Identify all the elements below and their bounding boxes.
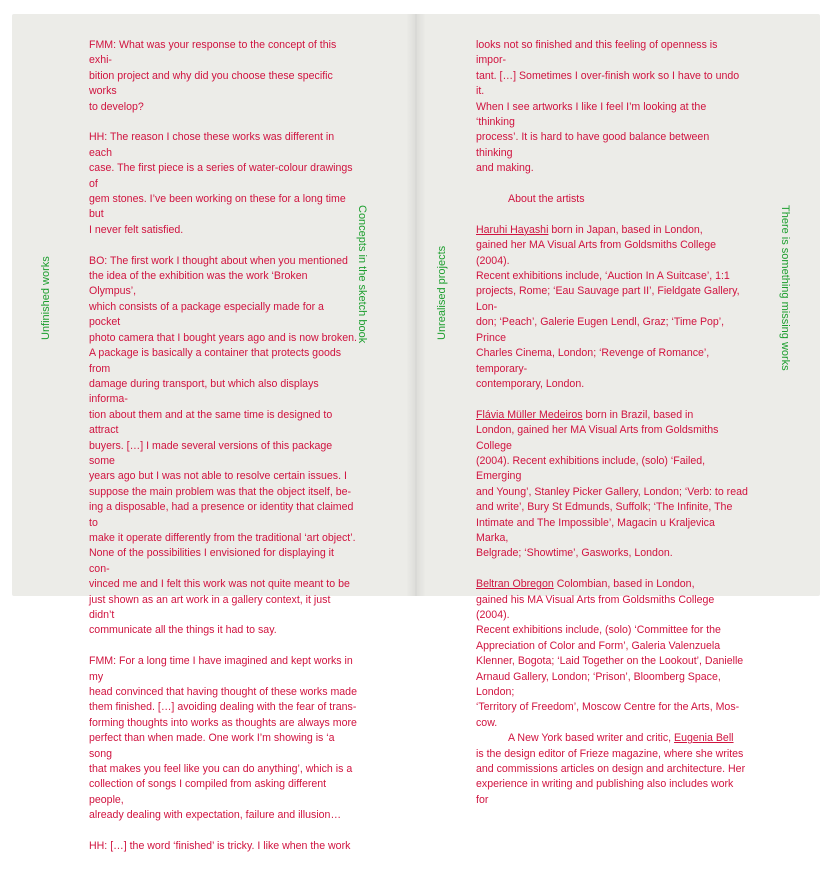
bio-eugenia-bell — [476, 731, 748, 808]
paragraph-hh-continued: HH: […] the word ‘finished’ is tricky. I like when the work — [89, 840, 351, 853]
bio-beltran-obregon — [476, 577, 748, 731]
bio-text: born in Japan, based in London, gained her MA Visual Arts from Goldsmiths College (2004). Recent exhibitions include, ‘Auction In A Suitcase’, 1:1 projects, Rome; ‘Eau Sauvage part II’, Fieldgate Gallery, Lon- don; ‘Peach’, Galerie Eugen Lendl, Graz; ‘Time Pop’, Prince Charles Cinema, London; ‘Revenge of Romance’, temporary- contemporary, London. — [476, 223, 740, 390]
paragraph-hh-continuation: looks not so finished and this feeling of openness is impor- tant. […] Sometimes I over-finish work so I have to undo it. When I see artworks I like I feel I’m looking at the ‘thinking process’. It is hard to have good balance between thinking and making. — [476, 39, 740, 175]
left-page-text — [89, 38, 357, 870]
side-label-concepts-sketch-book: Concepts in the sketch book — [356, 205, 368, 344]
right-page-text — [476, 38, 748, 808]
side-label-unrealised-projects: Unrealised projects — [436, 245, 448, 340]
section-heading-about-artists: About the artists — [508, 193, 585, 206]
artist-name: Flávia Müller Medeiros — [476, 408, 583, 421]
paragraph-bo-answer: BO: The first work I thought about when you mentioned the idea of the exhibition was the work ‘Broken Olympus’, which consists of a package especially made for a pocket photo camera that I bought years ago and is now broken. A package is basically a container that protects goods from damage during transport, but which also displays informa- tion about them and at the same time is designed to attract buyers. […] I made several versions of this package some years ago but I was not able to resolve certain issues. I suppose the main problem was that the object itself, be- ing a disposable, had a presence or identity that claimed to make it operate differently from the traditional ‘art object’. None of the possibilities I envisioned for displaying it con- vinced me and I felt this work was not quite meant to be just shown as an art work in a gallery context, it just didn’t communicate all the things it had to say. — [89, 254, 357, 637]
side-label-something-missing-works: There is something missing works — [779, 205, 791, 371]
bio-text: is the design editor of Frieze magazine, where she writes and commissions articles on design and architecture. Her experience in writing and publishing also includes work for — [476, 747, 746, 806]
bio-prefix: A New York based writer and critic, — [508, 732, 675, 745]
paragraph-fmm-answer: FMM: For a long time I have imagined and kept works in my head convinced that having thought of these works made them finished. […] avoiding dealing with the fear of trans- forming thoughts into works as thoughts are always more perfect than when made. One work I’m showing is ‘a song that makes you feel like you can do anything’, which is a collection of songs I compiled from asking different people, already dealing with expectation, failure and illusion… — [89, 655, 357, 822]
book-gutter — [406, 14, 426, 596]
artist-name: Eugenia Bell — [674, 732, 734, 745]
bio-haruhi-hayashi — [476, 223, 748, 392]
bio-text: Colombian, based in London, gained his MA Visual Arts from Goldsmiths College (2004). Recent exhibitions include, (solo) ‘Committee for the Appreciation of Color and Form’, Galeria Valenzuela Klenner, Bogota; ‘Laid Together on the Lookout’, Danielle Arnaud Gallery, London; ‘Prison’, Bloomberg Space, London; ‘Territory of Freedom’, Moscow Centre for the Arts, Mos- cow. — [476, 578, 744, 729]
paragraph-fmm-question: FMM: What was your response to the concept of this exhi- bition project and why did you choose these specific works to develop? — [89, 39, 337, 113]
artist-name: Haruhi Hayashi — [476, 223, 549, 236]
side-label-unfinished-works: Unfinished works — [40, 256, 52, 340]
bio-text: born in Brazil, based in London, gained her MA Visual Arts from Goldsmiths College (2004). Recent exhibitions include, (solo) ‘Failed, Emerging and Young’, Stanley Picker Gallery, London; ‘Verb: to read and write’, Bury St Edmunds, Suffolk; ‘The Infinite, The Intimate and The Impossible’, Magacin u Kraljevica Marka, Belgrade; ‘Showtime’, Gasworks, London. — [476, 408, 748, 560]
paragraph-hh-answer: HH: The reason I chose these works was different in each case. The first piece is a series of water-colour drawings of gem stones. I’ve been working on these for a long time but I never felt satisfied. — [89, 131, 353, 236]
bio-flavia-muller-medeiros — [476, 408, 748, 562]
artist-name: Beltran Obregon — [476, 578, 554, 591]
